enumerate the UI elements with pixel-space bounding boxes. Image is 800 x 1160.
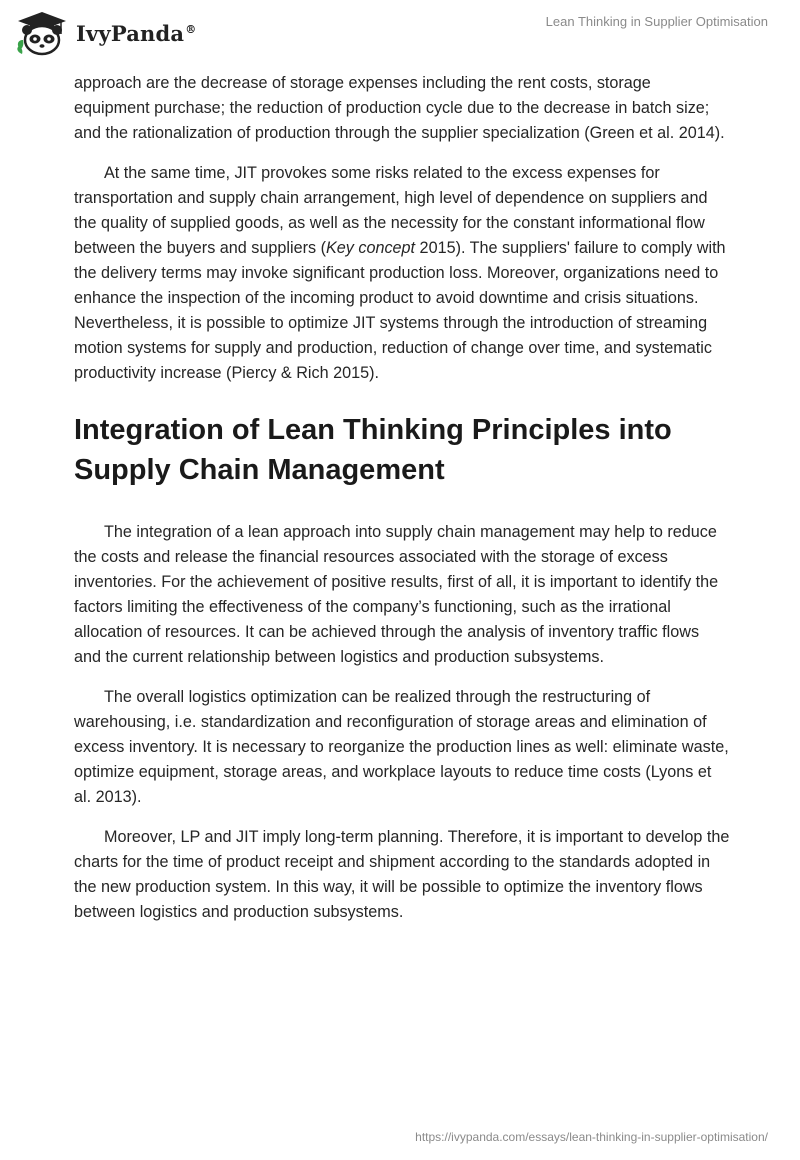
essay-body	[74, 71, 730, 940]
ivypanda-logo[interactable]	[14, 8, 234, 58]
paragraph-2-part-b: 2015). The suppliers' failure to comply with the delivery terms may invoke significant production loss. Moreover, organizations need to enhance the inspection of the incoming product to avoid downtime and crisis situations. Nevertheless, it is possible to optimize JIT systems through the introduction of streaming motion systems for supply and production, reduction of change over time, and systematic productivity increase (Piercy & Rich 2015).	[74, 239, 726, 382]
paragraph-5: Moreover, LP and JIT imply long-term planning. Therefore, it is important to develop the charts for the time of product receipt and shipment according to the standards adopted in the new production system. In this way, it will be possible to optimize the inventory flows between logistics and production subsystems.	[74, 828, 730, 921]
paragraph-2	[74, 161, 730, 386]
source-url[interactable]: https://ivypanda.com/essays/lean-thinking-in-supplier-optimisation/	[415, 1130, 768, 1144]
document-title: Lean Thinking in Supplier Optimisation	[545, 14, 768, 29]
page-header	[0, 0, 800, 70]
paragraph-1: approach are the decrease of storage expenses including the rent costs, storage equipment purchase; the reduction of production cycle due to the decrease in batch size; and the rationalization of production through the supplier specialization (Green et al. 2014).	[74, 74, 725, 142]
section-heading: Integration of Lean Thinking Principles into Supply Chain Management	[74, 414, 672, 486]
paragraph-2-part-a: At the same time, JIT provokes some risks related to the excess expenses for transportation and supply chain arrangement, high level of dependence on suppliers and the quality of supplied goods, as well as the necessity for the constant informational flow between the buyers and suppliers (	[74, 164, 708, 257]
logo-wordmark	[76, 21, 196, 46]
registered-mark: ®	[185, 22, 197, 36]
panda-logo-icon	[14, 10, 70, 56]
citation-key-concept: Key concept	[325, 239, 416, 257]
logo-text: IvyPanda	[76, 20, 185, 46]
paragraph-4: The overall logistics optimization can be realized through the restructuring of warehousing, i.e. standardization and reconfiguration of storage areas and elimination of excess inventory. It is necessary to reorganize the production lines as well: eliminate waste, optimize equipment, storage areas, and workplace layouts to reduce time costs (Lyons et al. 2013).	[74, 688, 729, 806]
paragraph-3: The integration of a lean approach into supply chain management may help to reduce the costs and release the financial resources associated with the storage of excess inventories. For the achievement of positive results, first of all, it is important to identify the factors limiting the effectiveness of the company’s functioning, such as the irrational allocation of resources. It can be achieved through the analysis of inventory traffic flows and the current relationship between logistics and production subsystems.	[74, 523, 719, 666]
